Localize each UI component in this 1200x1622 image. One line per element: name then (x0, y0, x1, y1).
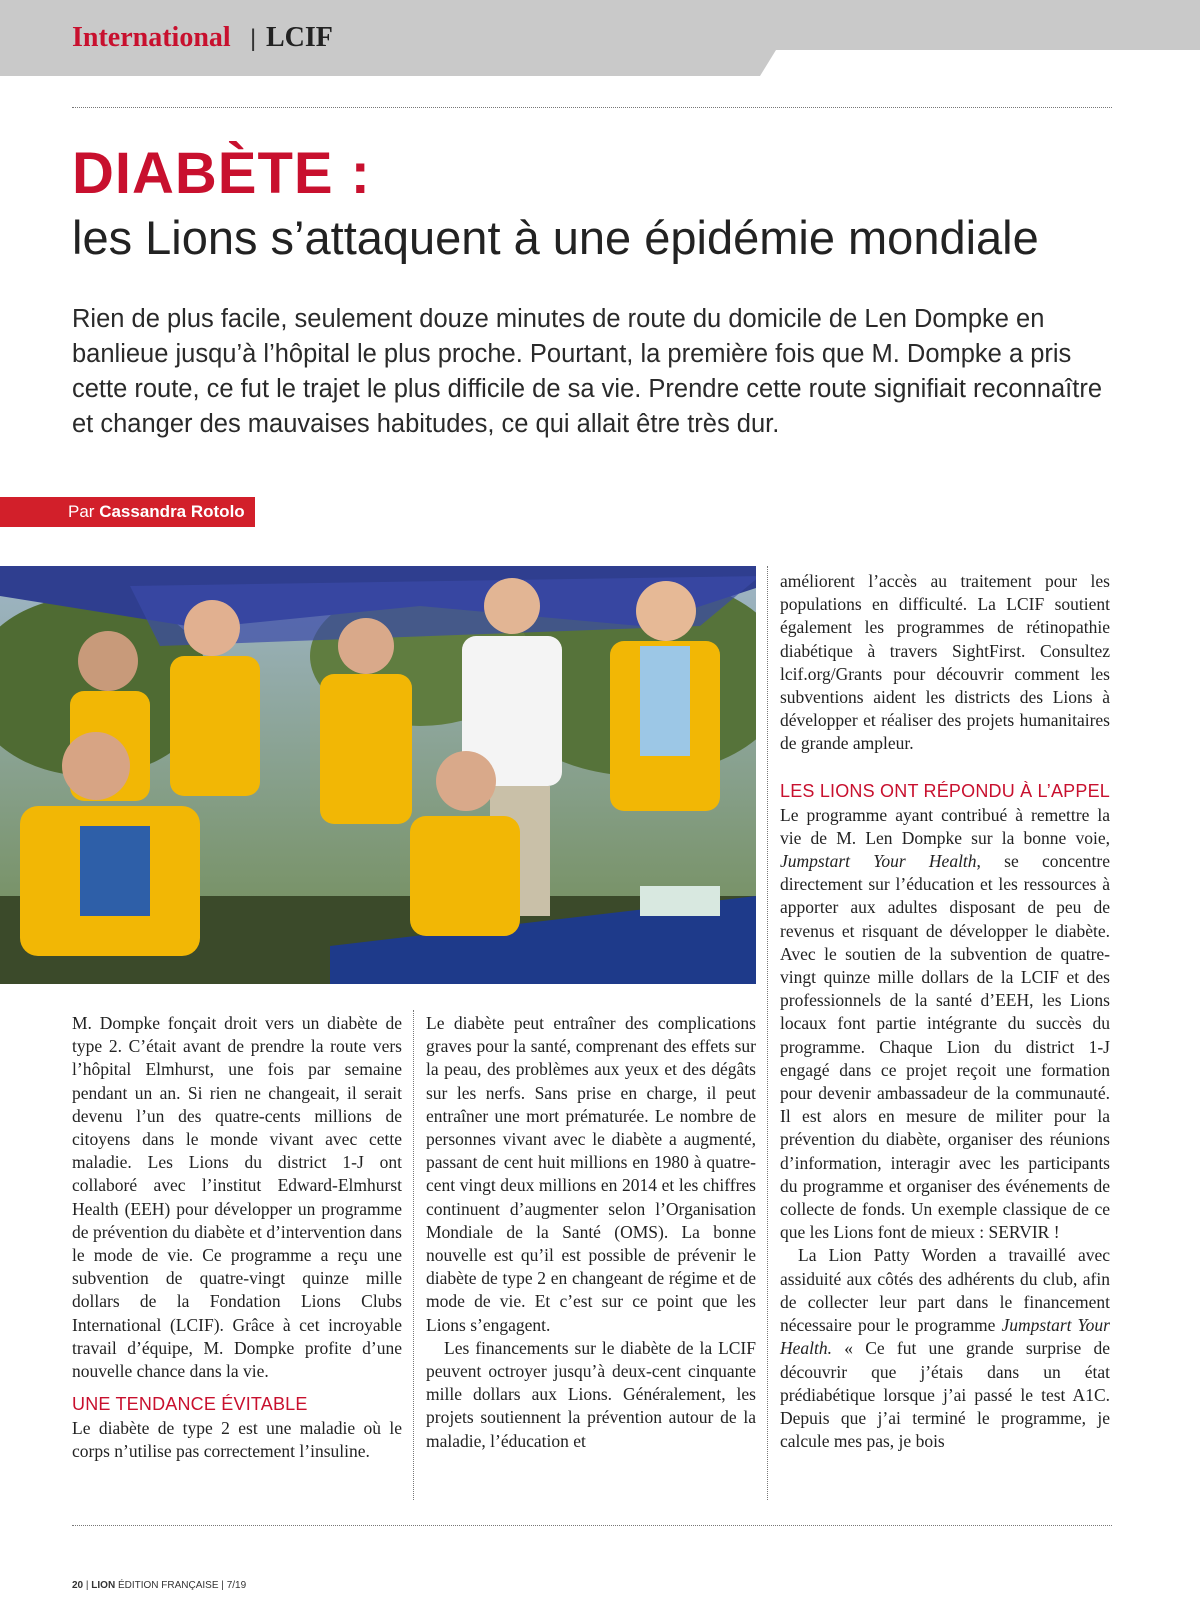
bottom-divider (72, 1525, 1112, 1526)
article-column-1 (72, 1012, 402, 1464)
subheadline: les Lions s’attaquent à une épidémie mondiale (72, 211, 1039, 264)
col3-p2-text-a: Le programme ayant contribué à remettre la vie de M. Len Dompke sur la bonne voie, (780, 804, 1110, 848)
col3-p3-text-a: La Lion Patty Worden a travaillé avec assiduité aux côtés des adhérents du club, afin de collecter leur part dans le financement nécessaire pour le programme (780, 1245, 1110, 1336)
col1-paragraph-1: M. Dompke fonçait droit vers un diabète de type 2. C’était avant de prendre la route vers l’hôpital Elmhurst, une fois par semaine pendant un an. Si rien ne changeait, il serait devenu l’un des quatre-cents millions de citoyens dans le monde vivant avec cette maladie. Les Lions du district 1-J ont collaboré avec l’institut Edward-Elmhurst Health (EEH) pour développer un programme de prévention du diabète et d’intervention dans le mode de vie. Ce programme a reçu une subvention de quatre-vingt quinze mille dollars de la Fondation Lions Clubs International (LCIF). Grâce à cet incroyable travail d’équipe, M. Dompke profite d’une nouvelle chance dans la vie. (72, 1013, 402, 1382)
article-column-2 (426, 1012, 756, 1453)
col3-paragraph-1: améliorent l’accès au traitement pour les populations en difficulté. La LCIF soutient également les programmes de rétinopathie diabétique à travers SightFirst. Consultez lcif.org/Grants pour découvrir comment les subventions aident les districts des Lions à développer et réaliser des projets humanitaires de grande ampleur. (780, 571, 1110, 754)
col3-p2-text-b: , se concentre directement sur l’éducation et les ressources à apporter aux adultes disposant de peu de revenus et risquant de développer le diabète. Avec le soutien de la subvention de quatre-vingt quinze mille dollars de la LCIF et des professionnels de la santé d’EEH, les Lions locaux font partie intégrante du succès du programme. Chaque Lion du district 1-J engagé dans ce projet reçoit une formation pour devenir ambassadeur de la communauté. Il est alors en mesure de militer pour la prévention du diabète, organiser des réunions d’information, interagir avec les participants du programme et organiser des événements de collecte de fonds. Un exemple classique de ce que les Lions font de mieux : SERVIR ! (780, 851, 1110, 1243)
col3-paragraph-3 (780, 1244, 1110, 1453)
col3-paragraph-2 (780, 804, 1110, 1245)
col2-paragraph-1: Le diabète peut entraîner des complications graves pour la santé, comprenant des effets sur la peau, des problèmes aux yeux et des dégâts sur les nerfs. Sans prise en charge, il peut entraîner une mort prématurée. Le nombre de personnes vivant avec le diabète a augmenté, passant de cent huit millions en 1980 à quatre-cent vingt deux millions en 2014 et les chiffres continuent d’augmenter selon l’Organisation Mondiale de la Santé (OMS). La bonne nouvelle est qu’il est possible de prévenir le diabète de type 2 en changeant de régime et de mode de vie. Et c’est sur ce point que les Lions s’engagent. (426, 1013, 756, 1335)
article-photo (0, 566, 756, 984)
magazine-name: LION (91, 1580, 116, 1591)
issue-label: 7/19 (226, 1580, 247, 1591)
headline: DIABÈTE : (72, 141, 371, 206)
section-label: International (72, 22, 231, 53)
subsection-label: LCIF (266, 22, 333, 53)
col2-paragraph-2: Les financements sur le diabète de la LCIF peuvent octroyer jusqu’à deux-cent cinquante mille dollars aux Lions. Généralement, les projets soutiennent la prévention autour de la maladie, l’éducation et (426, 1337, 756, 1451)
byline (0, 497, 255, 527)
column-divider-2 (767, 566, 768, 1500)
col3-p3-text-b: « Ce fut une grande surprise de découvrir que j’étais dans un état prédiabétique lorsque j’ai passé le test A1C. Depuis que j’ai terminé le programme, je calcule mes pas, je bois (780, 1338, 1110, 1452)
col1-paragraph-2: Le diabète de type 2 est une maladie où le corps n’utilise pas correctement l’insuline. (72, 1418, 402, 1462)
edition-label: ÉDITION FRANÇAISE (117, 1580, 219, 1591)
column-divider-1 (413, 1010, 414, 1500)
page-footer: 20 | LION ÉDITION FRANÇAISE | 7/19 (72, 1580, 247, 1591)
intro-paragraph: Rien de plus facile, seulement douze minutes de route du domicile de Len Dompke en banlieue jusqu’à l’hôpital le plus proche. Pourtant, la première fois que M. Dompke a pris cette route, ce fut le trajet le plus difficile de sa vie. Prendre cette route signifiait reconnaître et changer des mauvaises habitudes, ce qui allait être très dur. (72, 305, 1102, 438)
byline-prefix: Par (68, 502, 95, 521)
article-column-3 (780, 570, 1110, 1453)
col3-p2-program-name: Jumpstart Your Health (780, 851, 977, 872)
page-number: 20 (72, 1580, 84, 1591)
col1-subheading: UNE TENDANCE ÉVITABLE (72, 1394, 308, 1415)
col3-subheading: LES LIONS ONT RÉPONDU À L’APPEL (780, 780, 1110, 801)
section-header-band (0, 0, 1200, 76)
group-photo-icon (0, 566, 756, 984)
top-divider (72, 107, 1112, 108)
section-separator: | (250, 25, 257, 52)
col3-p3-program-name: Jumpstart Your Health. (780, 1315, 1110, 1359)
byline-author: Cassandra Rotolo (99, 502, 245, 521)
